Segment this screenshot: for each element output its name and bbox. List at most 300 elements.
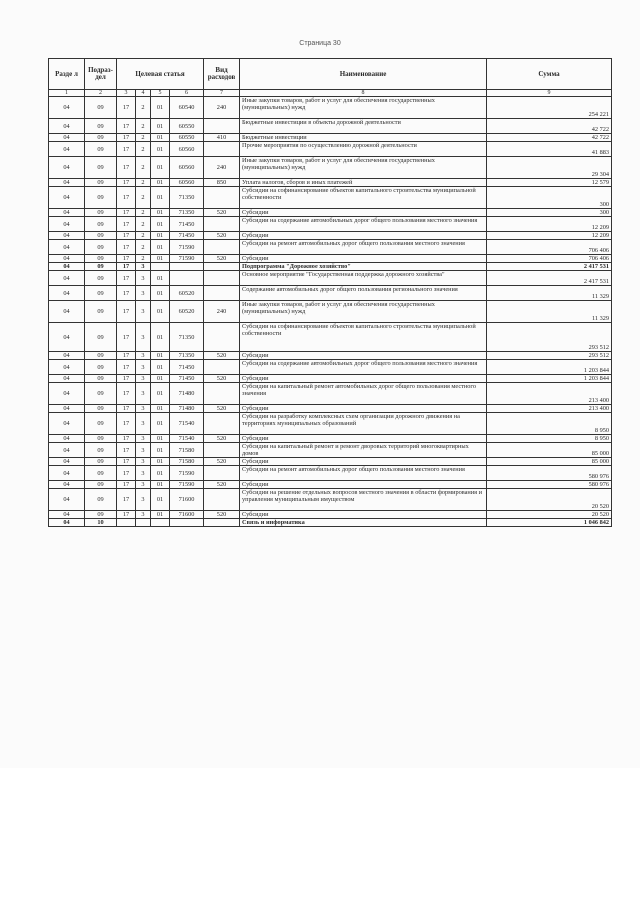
summa-cell: 8 950 (487, 435, 612, 443)
cs-event-cell: 01 (151, 157, 170, 179)
summa-cell: 20 520 (487, 511, 612, 519)
table-row (49, 119, 612, 134)
naimenovanie-cell: Субсидии на ремонт автомобильных дорог общего пользования местного значения (240, 240, 487, 255)
summa-cell: 42 722 (487, 119, 612, 134)
summa-cell: 20 520 (487, 489, 612, 511)
razdel-cell: 04 (49, 255, 85, 263)
cs-subprogram-cell: 2 (136, 255, 151, 263)
podrazdel-cell: 09 (85, 286, 117, 301)
podrazdel-cell: 09 (85, 142, 117, 157)
naimenovanie-cell: Бюджетные инвестиции (240, 134, 487, 142)
cs-subprogram-cell: 3 (136, 286, 151, 301)
col-number: 9 (487, 90, 612, 97)
summa-cell: 85 000 (487, 458, 612, 466)
cs-program-cell: 17 (117, 97, 136, 119)
cs-program-cell: 17 (117, 405, 136, 413)
summa-cell: 8 950 (487, 413, 612, 435)
header-row (49, 59, 612, 90)
table-row (49, 360, 612, 375)
summa-cell: 41 883 (487, 142, 612, 157)
podrazdel-cell: 09 (85, 157, 117, 179)
podrazdel-cell: 09 (85, 323, 117, 352)
table-row (49, 375, 612, 383)
summa-cell: 1 203 844 (487, 375, 612, 383)
cs-subprogram-cell: 2 (136, 142, 151, 157)
cs-subprogram-cell: 2 (136, 97, 151, 119)
header-podrazdel: Подраз- дел (85, 59, 117, 90)
cs-direction-cell: 60520 (170, 301, 204, 323)
cs-event-cell: 01 (151, 119, 170, 134)
cs-event-cell: 01 (151, 97, 170, 119)
cs-program-cell: 17 (117, 240, 136, 255)
table-row (49, 217, 612, 232)
table-row (49, 323, 612, 352)
cs-program-cell: 17 (117, 466, 136, 481)
razdel-cell: 04 (49, 142, 85, 157)
podrazdel-cell: 09 (85, 209, 117, 217)
razdel-cell: 04 (49, 375, 85, 383)
cs-program-cell: 17 (117, 481, 136, 489)
cs-program-cell: 17 (117, 134, 136, 142)
naimenovanie-cell: Субсидии на ремонт автомобильных дорог общего пользования местного значения (240, 466, 487, 481)
header-vid-rashodov: Вид расходов (204, 59, 240, 90)
cs-direction-cell: 71540 (170, 435, 204, 443)
vid-cell: 240 (204, 301, 240, 323)
cs-subprogram-cell: 2 (136, 119, 151, 134)
summa-cell: 254 221 (487, 97, 612, 119)
naimenovanie-cell: Иные закупки товаров, работ и услуг для обеспечения государственных (муниципальных) нужд (240, 157, 487, 179)
cs-direction-cell: 71600 (170, 489, 204, 511)
cs-program-cell: 17 (117, 352, 136, 360)
cs-subprogram-cell: 2 (136, 179, 151, 187)
table-row (49, 255, 612, 263)
cs-subprogram-cell: 3 (136, 383, 151, 405)
cs-subprogram-cell: 3 (136, 405, 151, 413)
podrazdel-cell: 09 (85, 119, 117, 134)
table-row (49, 511, 612, 519)
summa-cell: 580 976 (487, 466, 612, 481)
vid-cell (204, 119, 240, 134)
col-number: 3 (117, 90, 136, 97)
podrazdel-cell: 09 (85, 179, 117, 187)
cs-event-cell: 01 (151, 466, 170, 481)
cs-event-cell: 01 (151, 443, 170, 458)
podrazdel-cell: 09 (85, 435, 117, 443)
naimenovanie-cell: Субсидии на разработку комплексных схем организации дорожного движения на территориях муниципальных образований (240, 413, 487, 435)
cs-program-cell: 17 (117, 232, 136, 240)
header-summa: Сумма (487, 59, 612, 90)
podrazdel-cell: 09 (85, 383, 117, 405)
cs-event-cell (151, 263, 170, 271)
vid-cell (204, 263, 240, 271)
table-body (49, 97, 612, 527)
table-row (49, 383, 612, 405)
vid-cell: 520 (204, 232, 240, 240)
cs-subprogram-cell: 2 (136, 217, 151, 232)
vid-cell (204, 217, 240, 232)
razdel-cell: 04 (49, 360, 85, 375)
vid-cell (204, 271, 240, 286)
podrazdel-cell: 09 (85, 352, 117, 360)
cs-direction-cell: 71590 (170, 255, 204, 263)
summa-cell: 300 (487, 187, 612, 209)
vid-cell: 520 (204, 375, 240, 383)
col-number: 6 (170, 90, 204, 97)
cs-subprogram-cell: 3 (136, 375, 151, 383)
cs-subprogram-cell: 3 (136, 466, 151, 481)
col-number: 7 (204, 90, 240, 97)
table-row (49, 187, 612, 209)
cs-event-cell: 01 (151, 209, 170, 217)
razdel-cell: 04 (49, 519, 85, 527)
razdel-cell: 04 (49, 240, 85, 255)
podrazdel-cell: 09 (85, 458, 117, 466)
naimenovanie-cell: Субсидии (240, 511, 487, 519)
cs-program-cell (117, 519, 136, 527)
cs-direction-cell: 71480 (170, 405, 204, 413)
cs-subprogram-cell: 3 (136, 301, 151, 323)
cs-event-cell: 01 (151, 240, 170, 255)
table-row (49, 435, 612, 443)
cs-direction-cell: 71450 (170, 375, 204, 383)
cs-direction-cell: 71350 (170, 323, 204, 352)
cs-event-cell: 01 (151, 405, 170, 413)
naimenovanie-cell: Субсидии на софинансирование объектов капитального строительства муниципальной собственности (240, 187, 487, 209)
cs-direction-cell: 71450 (170, 360, 204, 375)
cs-event-cell: 01 (151, 187, 170, 209)
table-row (49, 142, 612, 157)
vid-cell (204, 489, 240, 511)
cs-subprogram-cell: 3 (136, 458, 151, 466)
vid-cell (204, 413, 240, 435)
naimenovanie-cell: Субсидии (240, 481, 487, 489)
cs-program-cell: 17 (117, 209, 136, 217)
naimenovanie-cell: Содержание автомобильных дорог общего пользования регионального значения (240, 286, 487, 301)
summa-cell: 11 329 (487, 301, 612, 323)
column-number-row (49, 90, 612, 97)
naimenovanie-cell: Иные закупки товаров, работ и услуг для обеспечения государственных (муниципальных) нужд (240, 301, 487, 323)
naimenovanie-cell: Субсидии (240, 405, 487, 413)
cs-event-cell: 01 (151, 352, 170, 360)
podrazdel-cell: 09 (85, 405, 117, 413)
razdel-cell: 04 (49, 263, 85, 271)
razdel-cell: 04 (49, 352, 85, 360)
cs-program-cell: 17 (117, 217, 136, 232)
razdel-cell: 04 (49, 323, 85, 352)
cs-program-cell: 17 (117, 142, 136, 157)
cs-program-cell: 17 (117, 458, 136, 466)
col-number: 4 (136, 90, 151, 97)
vid-cell: 520 (204, 352, 240, 360)
vid-cell: 240 (204, 157, 240, 179)
cs-subprogram-cell: 3 (136, 323, 151, 352)
cs-event-cell: 01 (151, 511, 170, 519)
razdel-cell: 04 (49, 458, 85, 466)
razdel-cell: 04 (49, 405, 85, 413)
cs-direction-cell: 71350 (170, 352, 204, 360)
cs-program-cell: 17 (117, 511, 136, 519)
razdel-cell: 04 (49, 413, 85, 435)
cs-program-cell: 17 (117, 323, 136, 352)
naimenovanie-cell: Субсидии на софинансирование объектов капитального строительства муниципальной собственности (240, 323, 487, 352)
cs-subprogram-cell: 3 (136, 481, 151, 489)
cs-subprogram-cell: 2 (136, 232, 151, 240)
naimenovanie-cell: Субсидии (240, 352, 487, 360)
cs-program-cell: 17 (117, 301, 136, 323)
table-row (49, 301, 612, 323)
podrazdel-cell: 09 (85, 97, 117, 119)
cs-subprogram-cell: 3 (136, 271, 151, 286)
naimenovanie-cell: Субсидии (240, 255, 487, 263)
cs-direction-cell: 71540 (170, 413, 204, 435)
cs-event-cell: 01 (151, 179, 170, 187)
summa-cell: 1 046 842 (487, 519, 612, 527)
cs-subprogram-cell: 3 (136, 511, 151, 519)
blank-area-below-page (0, 768, 640, 905)
cs-subprogram-cell: 3 (136, 263, 151, 271)
podrazdel-cell: 09 (85, 232, 117, 240)
table-row (49, 413, 612, 435)
cs-event-cell: 01 (151, 134, 170, 142)
cs-program-cell: 17 (117, 489, 136, 511)
summa-cell: 213 400 (487, 383, 612, 405)
cs-program-cell: 17 (117, 263, 136, 271)
budget-table (48, 58, 612, 527)
cs-direction-cell: 60560 (170, 142, 204, 157)
naimenovanie-cell: Субсидии на содержание автомобильных дорог общего пользования местного значения (240, 217, 487, 232)
cs-direction-cell (170, 271, 204, 286)
razdel-cell: 04 (49, 179, 85, 187)
razdel-cell: 04 (49, 383, 85, 405)
naimenovanie-cell: Связь и информатика (240, 519, 487, 527)
cs-subprogram-cell (136, 519, 151, 527)
vid-cell: 520 (204, 255, 240, 263)
podrazdel-cell: 09 (85, 481, 117, 489)
col-number: 2 (85, 90, 117, 97)
cs-event-cell: 01 (151, 286, 170, 301)
table-row (49, 179, 612, 187)
cs-program-cell: 17 (117, 435, 136, 443)
razdel-cell: 04 (49, 435, 85, 443)
cs-program-cell: 17 (117, 179, 136, 187)
podrazdel-cell: 09 (85, 466, 117, 481)
summa-cell: 12 209 (487, 217, 612, 232)
podrazdel-cell: 09 (85, 263, 117, 271)
header-naimenovanie: Наименование (240, 59, 487, 90)
cs-event-cell: 01 (151, 255, 170, 263)
table-row (49, 458, 612, 466)
naimenovanie-cell: Основное мероприятие "Государственная поддержка дорожного хозяйства" (240, 271, 487, 286)
podrazdel-cell: 09 (85, 255, 117, 263)
cs-subprogram-cell: 3 (136, 443, 151, 458)
cs-direction-cell: 71600 (170, 511, 204, 519)
cs-direction-cell: 60550 (170, 119, 204, 134)
naimenovanie-cell: Иные закупки товаров, работ и услуг для обеспечения государственных (муниципальных) нужд (240, 97, 487, 119)
cs-subprogram-cell: 2 (136, 134, 151, 142)
cs-event-cell (151, 519, 170, 527)
podrazdel-cell: 09 (85, 360, 117, 375)
summa-cell: 2 417 531 (487, 263, 612, 271)
cs-direction-cell: 60550 (170, 134, 204, 142)
cs-subprogram-cell: 2 (136, 157, 151, 179)
vid-cell (204, 360, 240, 375)
vid-cell (204, 187, 240, 209)
cs-direction-cell: 60540 (170, 97, 204, 119)
table-row (49, 405, 612, 413)
cs-program-cell: 17 (117, 271, 136, 286)
table-row (49, 352, 612, 360)
cs-event-cell: 01 (151, 271, 170, 286)
summa-cell: 29 304 (487, 157, 612, 179)
naimenovanie-cell: Субсидии (240, 435, 487, 443)
cs-direction-cell (170, 263, 204, 271)
cs-program-cell: 17 (117, 375, 136, 383)
table-row (49, 232, 612, 240)
summa-cell: 213 400 (487, 405, 612, 413)
cs-direction-cell: 71350 (170, 209, 204, 217)
cs-event-cell: 01 (151, 435, 170, 443)
summa-cell: 42 722 (487, 134, 612, 142)
podrazdel-cell: 09 (85, 187, 117, 209)
summa-cell: 706 406 (487, 255, 612, 263)
table-row (49, 271, 612, 286)
table-row (49, 134, 612, 142)
cs-direction-cell: 71450 (170, 217, 204, 232)
naimenovanie-cell: Прочие мероприятия по осуществлению дорожной деятельности (240, 142, 487, 157)
cs-direction-cell: 71590 (170, 240, 204, 255)
vid-cell: 240 (204, 97, 240, 119)
razdel-cell: 04 (49, 301, 85, 323)
cs-direction-cell: 60560 (170, 179, 204, 187)
razdel-cell: 04 (49, 97, 85, 119)
podrazdel-cell: 09 (85, 443, 117, 458)
table-row (49, 466, 612, 481)
vid-cell: 410 (204, 134, 240, 142)
cs-event-cell: 01 (151, 217, 170, 232)
cs-event-cell: 01 (151, 458, 170, 466)
cs-subprogram-cell: 3 (136, 352, 151, 360)
razdel-cell: 04 (49, 286, 85, 301)
podrazdel-cell: 09 (85, 375, 117, 383)
razdel-cell: 04 (49, 443, 85, 458)
table-row (49, 519, 612, 527)
naimenovanie-cell: Субсидии (240, 375, 487, 383)
table-row (49, 157, 612, 179)
vid-cell (204, 443, 240, 458)
naimenovanie-cell: Субсидии на решение отдельных вопросов местного значения в области формирования и управления муниципальным имуществом (240, 489, 487, 511)
summa-cell: 2 417 531 (487, 271, 612, 286)
cs-subprogram-cell: 3 (136, 413, 151, 435)
naimenovanie-cell: Уплата налогов, сборов и иных платежей (240, 179, 487, 187)
vid-cell (204, 323, 240, 352)
cs-program-cell: 17 (117, 383, 136, 405)
summa-cell: 12 209 (487, 232, 612, 240)
cs-direction-cell: 71480 (170, 383, 204, 405)
razdel-cell: 04 (49, 119, 85, 134)
summa-cell: 293 512 (487, 323, 612, 352)
vid-cell: 850 (204, 179, 240, 187)
naimenovanie-cell: Субсидии (240, 209, 487, 217)
cs-program-cell: 17 (117, 255, 136, 263)
table-row (49, 443, 612, 458)
cs-program-cell: 17 (117, 360, 136, 375)
cs-direction-cell: 60520 (170, 286, 204, 301)
cs-direction-cell: 71580 (170, 443, 204, 458)
summa-cell: 11 329 (487, 286, 612, 301)
vid-cell: 520 (204, 511, 240, 519)
cs-event-cell: 01 (151, 232, 170, 240)
cs-event-cell: 01 (151, 413, 170, 435)
naimenovanie-cell: Субсидии (240, 232, 487, 240)
cs-event-cell: 01 (151, 142, 170, 157)
vid-cell (204, 286, 240, 301)
cs-subprogram-cell: 3 (136, 489, 151, 511)
cs-subprogram-cell: 3 (136, 360, 151, 375)
cs-program-cell: 17 (117, 413, 136, 435)
vid-cell (204, 240, 240, 255)
cs-event-cell: 01 (151, 383, 170, 405)
cs-event-cell: 01 (151, 301, 170, 323)
razdel-cell: 04 (49, 134, 85, 142)
table-row (49, 263, 612, 271)
cs-program-cell: 17 (117, 286, 136, 301)
naimenovanie-cell: Субсидии на капитальный ремонт автомобильных дорог общего пользования местного значения (240, 383, 487, 405)
razdel-cell: 04 (49, 232, 85, 240)
table-row (49, 489, 612, 511)
table-row (49, 97, 612, 119)
razdel-cell: 04 (49, 157, 85, 179)
summa-cell: 706 406 (487, 240, 612, 255)
summa-cell: 580 976 (487, 481, 612, 489)
cs-event-cell: 01 (151, 360, 170, 375)
col-number: 8 (240, 90, 487, 97)
podrazdel-cell: 09 (85, 511, 117, 519)
cs-direction-cell: 71450 (170, 232, 204, 240)
vid-cell: 520 (204, 405, 240, 413)
cs-direction-cell: 71590 (170, 481, 204, 489)
cs-program-cell: 17 (117, 187, 136, 209)
cs-subprogram-cell: 2 (136, 240, 151, 255)
cs-direction-cell: 71590 (170, 466, 204, 481)
col-number: 5 (151, 90, 170, 97)
cs-program-cell: 17 (117, 443, 136, 458)
cs-program-cell: 17 (117, 157, 136, 179)
summa-cell: 300 (487, 209, 612, 217)
naimenovanie-cell: Бюджетные инвестиции в объекты дорожной деятельности (240, 119, 487, 134)
podrazdel-cell: 09 (85, 134, 117, 142)
vid-cell (204, 519, 240, 527)
vid-cell (204, 142, 240, 157)
vid-cell (204, 383, 240, 405)
vid-cell: 520 (204, 209, 240, 217)
razdel-cell: 04 (49, 217, 85, 232)
cs-event-cell: 01 (151, 375, 170, 383)
vid-cell (204, 466, 240, 481)
header-celevaya-statya: Целевая статья (117, 59, 204, 90)
vid-cell: 520 (204, 458, 240, 466)
razdel-cell: 04 (49, 209, 85, 217)
table-row (49, 481, 612, 489)
podrazdel-cell: 09 (85, 240, 117, 255)
col-number: 1 (49, 90, 85, 97)
naimenovanie-cell: Субсидии (240, 458, 487, 466)
cs-event-cell: 01 (151, 323, 170, 352)
summa-cell: 12 579 (487, 179, 612, 187)
naimenovanie-cell: Субсидии на капитальный ремонт и ремонт дворовых территорий многоквартирных домов (240, 443, 487, 458)
header-razdel: Разде л (49, 59, 85, 90)
cs-direction-cell: 60560 (170, 157, 204, 179)
razdel-cell: 04 (49, 489, 85, 511)
